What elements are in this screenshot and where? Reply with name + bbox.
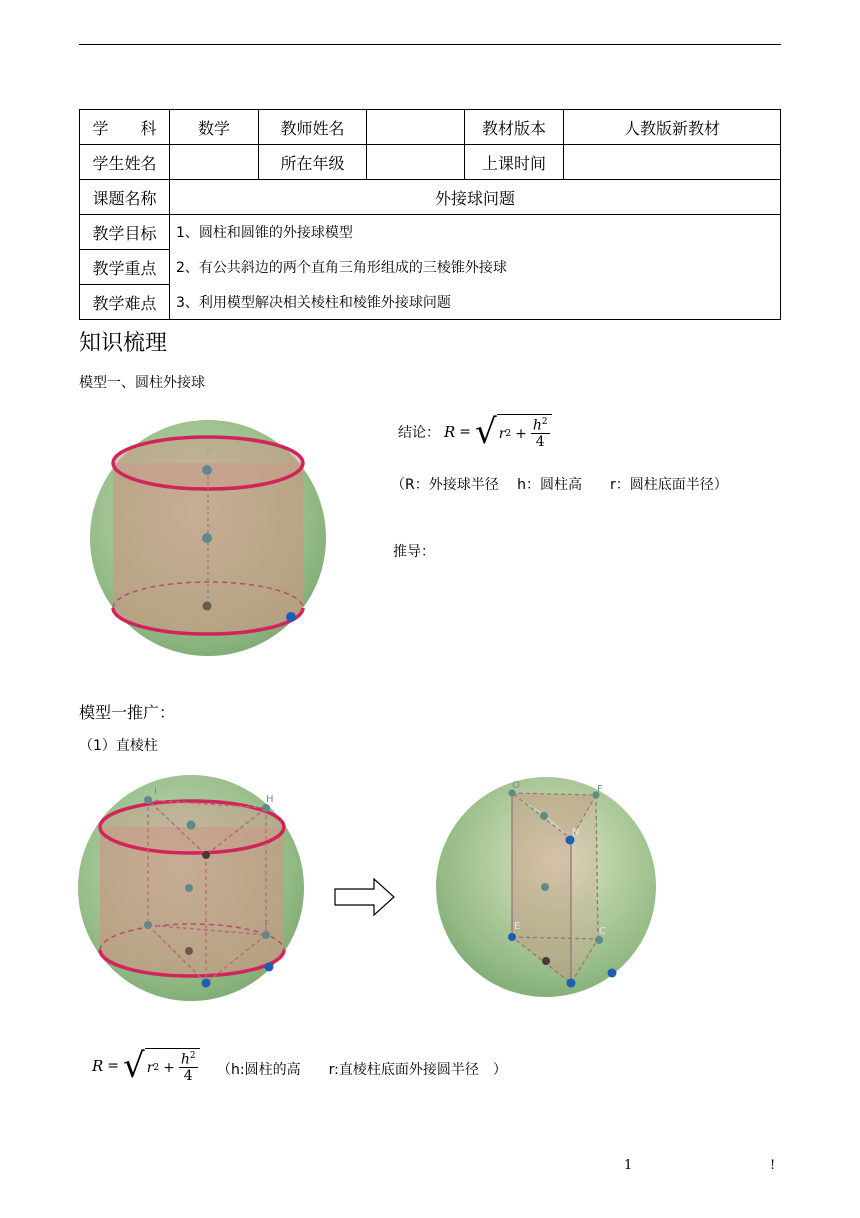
grade-value — [367, 145, 465, 180]
fig1-label-mid: C — [209, 522, 216, 533]
goal-value: 1、圆柱和圆锥的外接球模型 — [170, 215, 781, 250]
plus: + — [515, 425, 527, 442]
teacher-label: 教师姓名 — [259, 110, 367, 145]
subject-label: 学 科 — [80, 110, 170, 145]
teacher-value — [367, 110, 465, 145]
sqrt-icon: √ — [475, 412, 497, 452]
difficulty-value: 3、利用模型解决相关棱柱和棱锥外接球问题 — [170, 285, 781, 320]
formula-eq: = — [459, 424, 472, 440]
generalization-title: 模型一推广： — [79, 703, 176, 722]
topic-label: 课题名称 — [80, 180, 170, 215]
fig1-label-top: B — [206, 446, 213, 457]
key-point-value: 2、有公共斜边的两个直角三角形组成的三棱锥外接球 — [170, 250, 781, 285]
header-rule — [79, 44, 781, 45]
lesson-info-table — [79, 109, 781, 320]
fig3-label-N: N — [572, 827, 580, 838]
conclusion-label: 结论： — [398, 425, 440, 441]
fig3-label-C: C — [599, 926, 606, 937]
student-label: 学生姓名 — [80, 145, 170, 180]
topic-value: 外接球问题 — [170, 180, 781, 215]
r-term: r — [498, 425, 506, 442]
fig2-label-F: F — [264, 919, 270, 930]
section-title: 知识梳理 — [79, 331, 168, 356]
model1-title: 模型一、圆柱外接球 — [79, 375, 205, 391]
prism-formula-legend: （h:圆柱的高 r:直棱柱底面外接圆半径 ） — [217, 1062, 507, 1078]
r-exp: 2 — [505, 428, 512, 439]
conclusion-formula — [398, 412, 552, 452]
h-fraction: $\frac{h^2}{4}$ — [532, 416, 548, 451]
sqrt-icon-2: √ — [123, 1046, 145, 1086]
prism-formula — [92, 1046, 200, 1086]
student-value — [170, 145, 259, 180]
formula2-eq: = — [107, 1058, 120, 1074]
subject-value: 数学 — [170, 110, 259, 145]
fig3-label-E: E — [514, 921, 521, 932]
fig2-label-H: H — [266, 794, 274, 805]
formula-lhs: R — [444, 423, 456, 441]
fig3-label-O: O — [512, 780, 520, 791]
derivation-label: 推导： — [393, 544, 435, 560]
prism-cylinder-sphere-figure — [76, 775, 306, 1001]
fig2-label-I: I — [154, 786, 157, 797]
prism-sphere-figure — [436, 777, 658, 999]
h-fraction-2: $\frac{h^2}{4}$ — [180, 1050, 196, 1085]
radicand-2: r 2 + $\frac{h^2}{4}$ — [145, 1048, 200, 1085]
difficulty-label: 教学难点 — [80, 285, 170, 320]
grade-label: 所在年级 — [259, 145, 367, 180]
fig1-label-bottom: A — [209, 591, 216, 602]
fig3-label-F: F — [597, 784, 603, 795]
page-number: 1 — [624, 1158, 633, 1173]
radicand — [497, 414, 552, 451]
formula-legend: （R：外接球半径 h：圆柱高 r：圆柱底面半径） — [391, 477, 728, 493]
time-label: 上课时间 — [465, 145, 564, 180]
formula2-lhs: R — [92, 1057, 104, 1075]
cylinder-sphere-figure — [88, 418, 338, 660]
key-point-label: 教学重点 — [80, 250, 170, 285]
edition-label: 教材版本 — [465, 110, 564, 145]
prism-subtitle: （1）直棱柱 — [79, 738, 158, 754]
time-value — [564, 145, 781, 180]
page-mark: ! — [770, 1158, 776, 1173]
goal-label: 教学目标 — [80, 215, 170, 250]
edition-value: 人教版新教材 — [564, 110, 781, 145]
right-arrow-icon — [334, 877, 396, 917]
